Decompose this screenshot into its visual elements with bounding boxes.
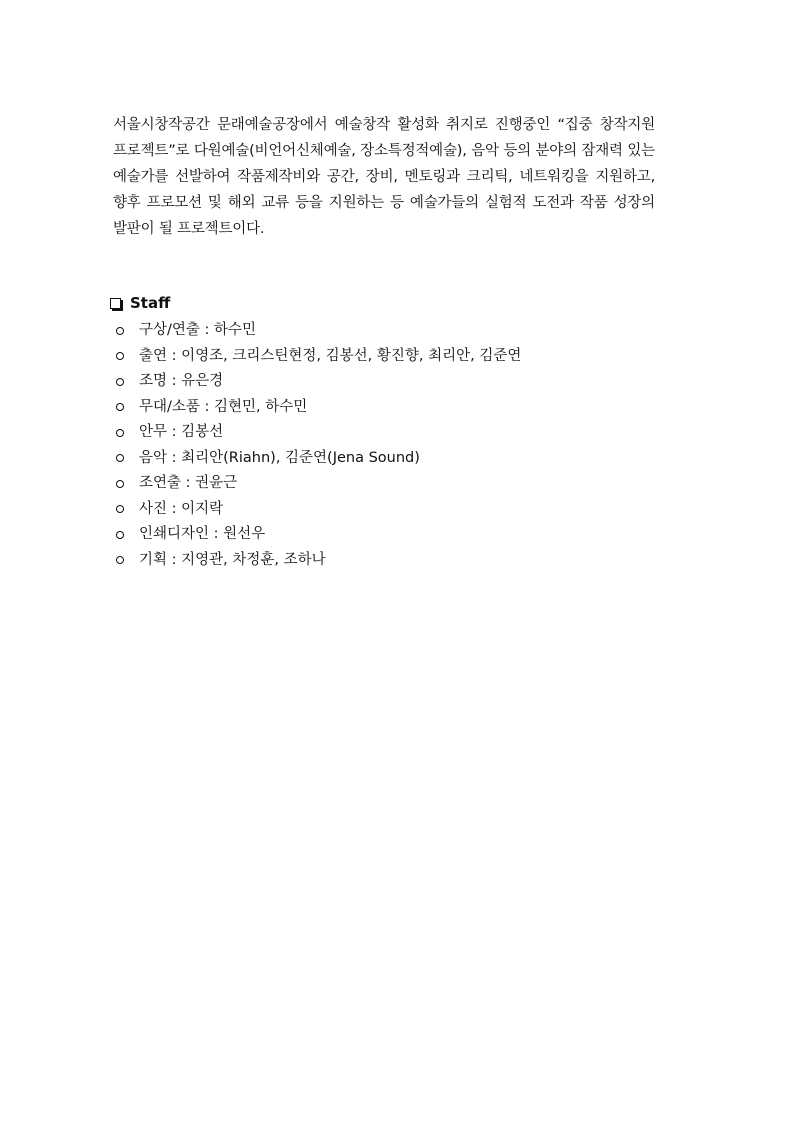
staff-heading bbox=[110, 292, 170, 314]
staff-item bbox=[113, 446, 521, 472]
circle-bullet-icon bbox=[116, 352, 124, 360]
circle-bullet-icon bbox=[116, 505, 124, 513]
staff-item-text: 사진 : 이지락 bbox=[139, 500, 224, 517]
staff-item bbox=[113, 344, 521, 370]
staff-item bbox=[113, 318, 521, 344]
staff-item-text: 음악 : 최리안(Riahn), 김준연(Jena Sound) bbox=[139, 449, 420, 466]
staff-item bbox=[113, 522, 521, 548]
staff-item bbox=[113, 548, 521, 574]
staff-list bbox=[113, 318, 521, 573]
circle-bullet-icon bbox=[116, 403, 124, 411]
circle-bullet-icon bbox=[116, 327, 124, 335]
staff-item-text: 조연출 : 권윤근 bbox=[139, 475, 238, 491]
circle-bullet-icon bbox=[116, 454, 124, 462]
staff-item bbox=[113, 420, 521, 446]
staff-item bbox=[113, 497, 521, 523]
staff-item-text: 조명 : 유은경 bbox=[139, 373, 224, 389]
staff-item bbox=[113, 471, 521, 497]
circle-bullet-icon bbox=[116, 378, 124, 386]
circle-bullet-icon bbox=[116, 429, 124, 437]
circle-bullet-icon bbox=[116, 556, 124, 564]
staff-item-text: 출연 : 이영조, 크리스틴현정, 김봉선, 황진향, 최리안, 김준연 bbox=[139, 347, 522, 364]
staff-heading-label: Staff bbox=[130, 294, 171, 312]
intro-paragraph: 서울시창작공간 문래예술공장에서 예술창작 활성화 취지로 진행중인 “집중 창작지원 프로젝트”로 다원예술(비언어신체예술, 장소특정적예술), 음악 등의 분야의 잠재력 있는 예술가를 선발하여 작품제작비와 공간, 장비, 멘토링과 크리틱, 네트워킹을 지원하고, 향후 프로모션 및 해외 교류 등을 지원하는 등 예술가들의 실험적 도전과 작품 성장의 발판이 될 프로젝트이다. bbox=[113, 117, 655, 237]
circle-bullet-icon bbox=[116, 531, 124, 539]
staff-item-text: 인쇄디자인 : 원선우 bbox=[139, 526, 266, 542]
staff-item bbox=[113, 369, 521, 395]
staff-item bbox=[113, 395, 521, 421]
staff-item-text: 구상/연출 : 하수민 bbox=[139, 322, 257, 338]
staff-item-text: 기획 : 지영관, 차정훈, 조하나 bbox=[139, 551, 326, 568]
staff-item-text: 무대/소품 : 김현민, 하수민 bbox=[139, 398, 308, 415]
checkbox-square-icon bbox=[110, 298, 121, 309]
staff-item-text: 안무 : 김봉선 bbox=[139, 424, 224, 440]
circle-bullet-icon bbox=[116, 480, 124, 488]
